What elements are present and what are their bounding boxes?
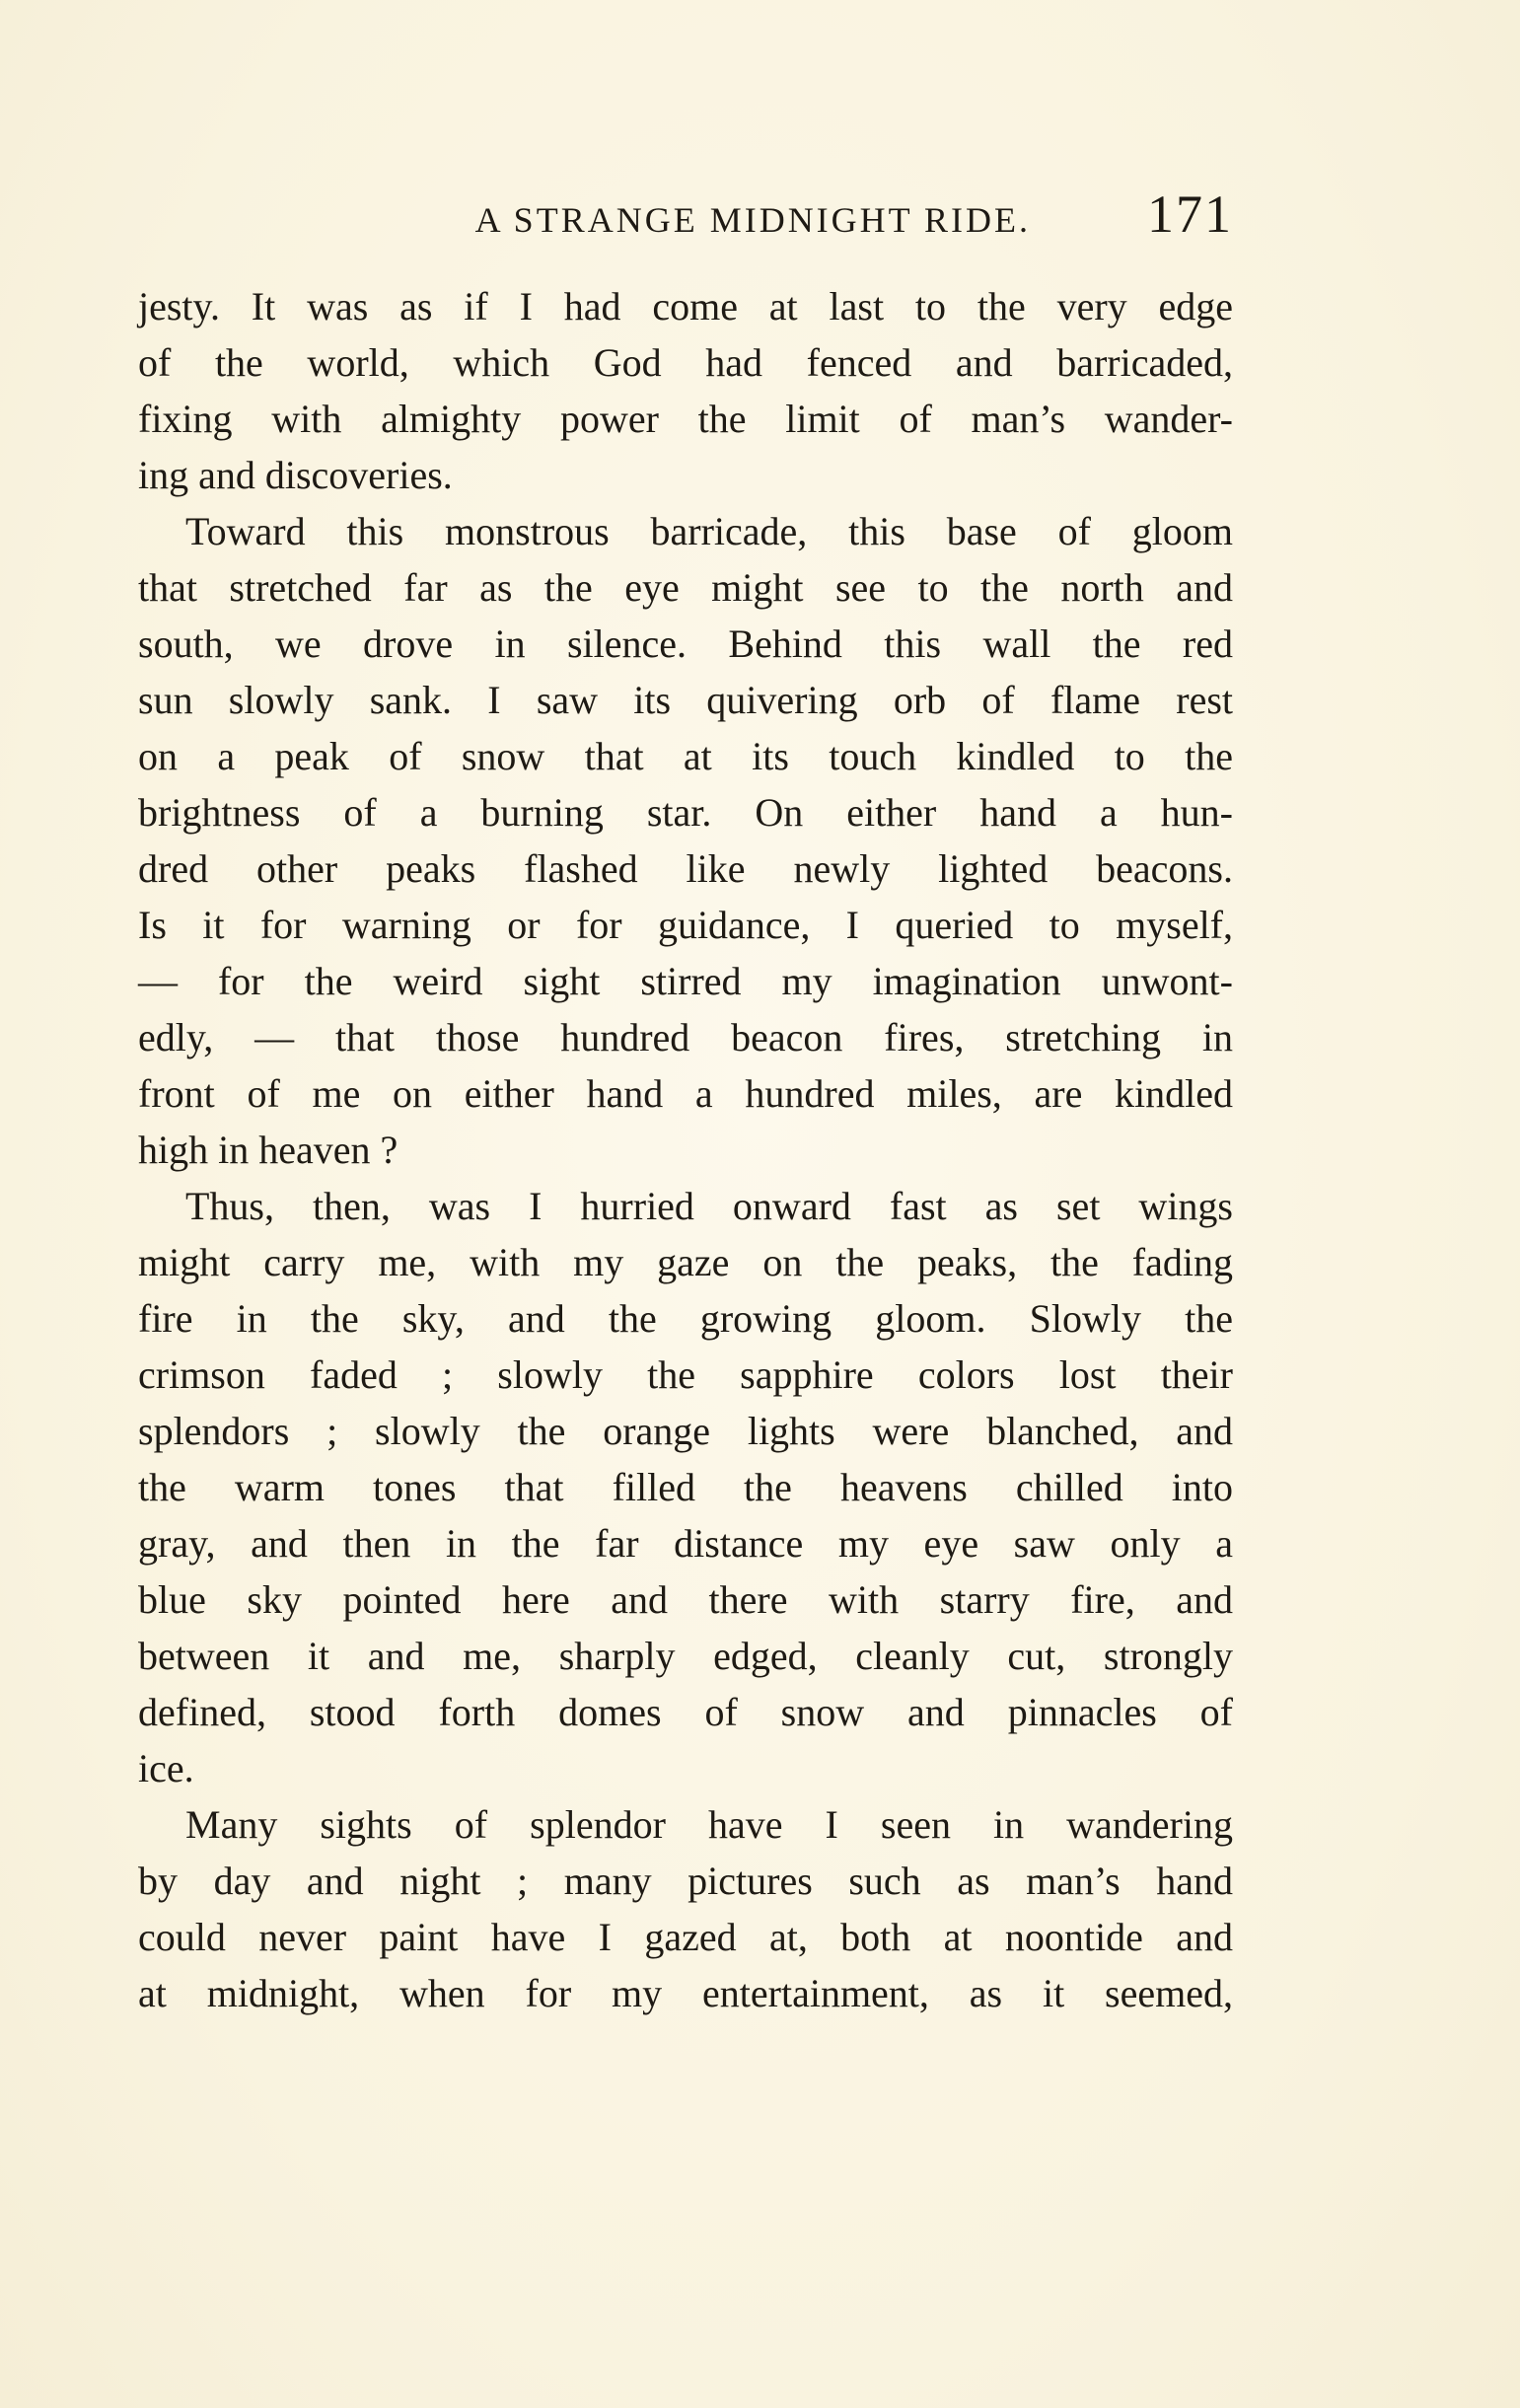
- text-line: edly, — that those hundred beacon fires, stretching in: [138, 1015, 1233, 1059]
- running-title: A STRANGE MIDNIGHT RIDE.: [474, 200, 1031, 240]
- text-line: that stretched far as the eye might see to the north and: [138, 565, 1233, 610]
- text-line: the warm tones that filled the heavens chilled into: [138, 1465, 1233, 1509]
- text-line: front of me on either hand a hundred miles, are kindled: [138, 1071, 1233, 1116]
- text-line: by day and night ; many pictures such as man’s hand: [138, 1859, 1233, 1903]
- text-line: crimson faded ; slowly the sapphire colors lost their: [138, 1352, 1233, 1397]
- text-line: dred other peaks flashed like newly lighted beacons.: [138, 846, 1233, 891]
- text-line: on a peak of snow that at its touch kindled to the: [138, 734, 1233, 778]
- body-text: [138, 278, 1233, 2021]
- text-line: Many sights of splendor have I seen in wandering: [185, 1802, 1233, 1847]
- text-line: splendors ; slowly the orange lights were blanched, and: [138, 1409, 1233, 1453]
- text-line: Is it for warning or for guidance, I queried to myself,: [138, 903, 1233, 947]
- text-line: fire in the sky, and the growing gloom. Slowly the: [138, 1296, 1233, 1341]
- text-line: Toward this monstrous barricade, this base of gloom: [185, 509, 1233, 553]
- text-line: ice.: [138, 1746, 194, 1790]
- text-line: brightness of a burning star. On either hand a hun-: [138, 790, 1233, 835]
- text-line: between it and me, sharply edged, cleanly cut, strongly: [138, 1634, 1233, 1678]
- running-head: [128, 178, 1233, 244]
- text-line: Thus, then, was I hurried onward fast as set wings: [185, 1184, 1233, 1228]
- text-line: sun slowly sank. I saw its quivering orb of flame rest: [138, 678, 1233, 722]
- text-line: defined, stood forth domes of snow and pinnacles of: [138, 1690, 1233, 1734]
- text-line: jesty. It was as if I had come at last to the very edge: [138, 284, 1233, 328]
- text-line: — for the weird sight stirred my imagination unwont-: [138, 959, 1233, 1003]
- text-line: of the world, which God had fenced and barricaded,: [138, 340, 1233, 385]
- text-line: south, we drove in silence. Behind this wall the red: [138, 621, 1233, 666]
- text-line: could never paint have I gazed at, both at noontide and: [138, 1915, 1233, 1959]
- text-line: blue sky pointed here and there with starry fire, and: [138, 1577, 1233, 1622]
- text-line: fixing with almighty power the limit of man’s wander-: [138, 397, 1233, 441]
- page-number: 171: [1147, 184, 1233, 244]
- text-line: at midnight, when for my entertainment, as it seemed,: [138, 1971, 1233, 2015]
- text-line: gray, and then in the far distance my eye saw only a: [138, 1521, 1233, 1566]
- text-line: high in heaven ?: [138, 1128, 398, 1172]
- text-line: ing and discoveries.: [138, 453, 453, 497]
- text-line: might carry me, with my gaze on the peaks, the fading: [138, 1240, 1233, 1284]
